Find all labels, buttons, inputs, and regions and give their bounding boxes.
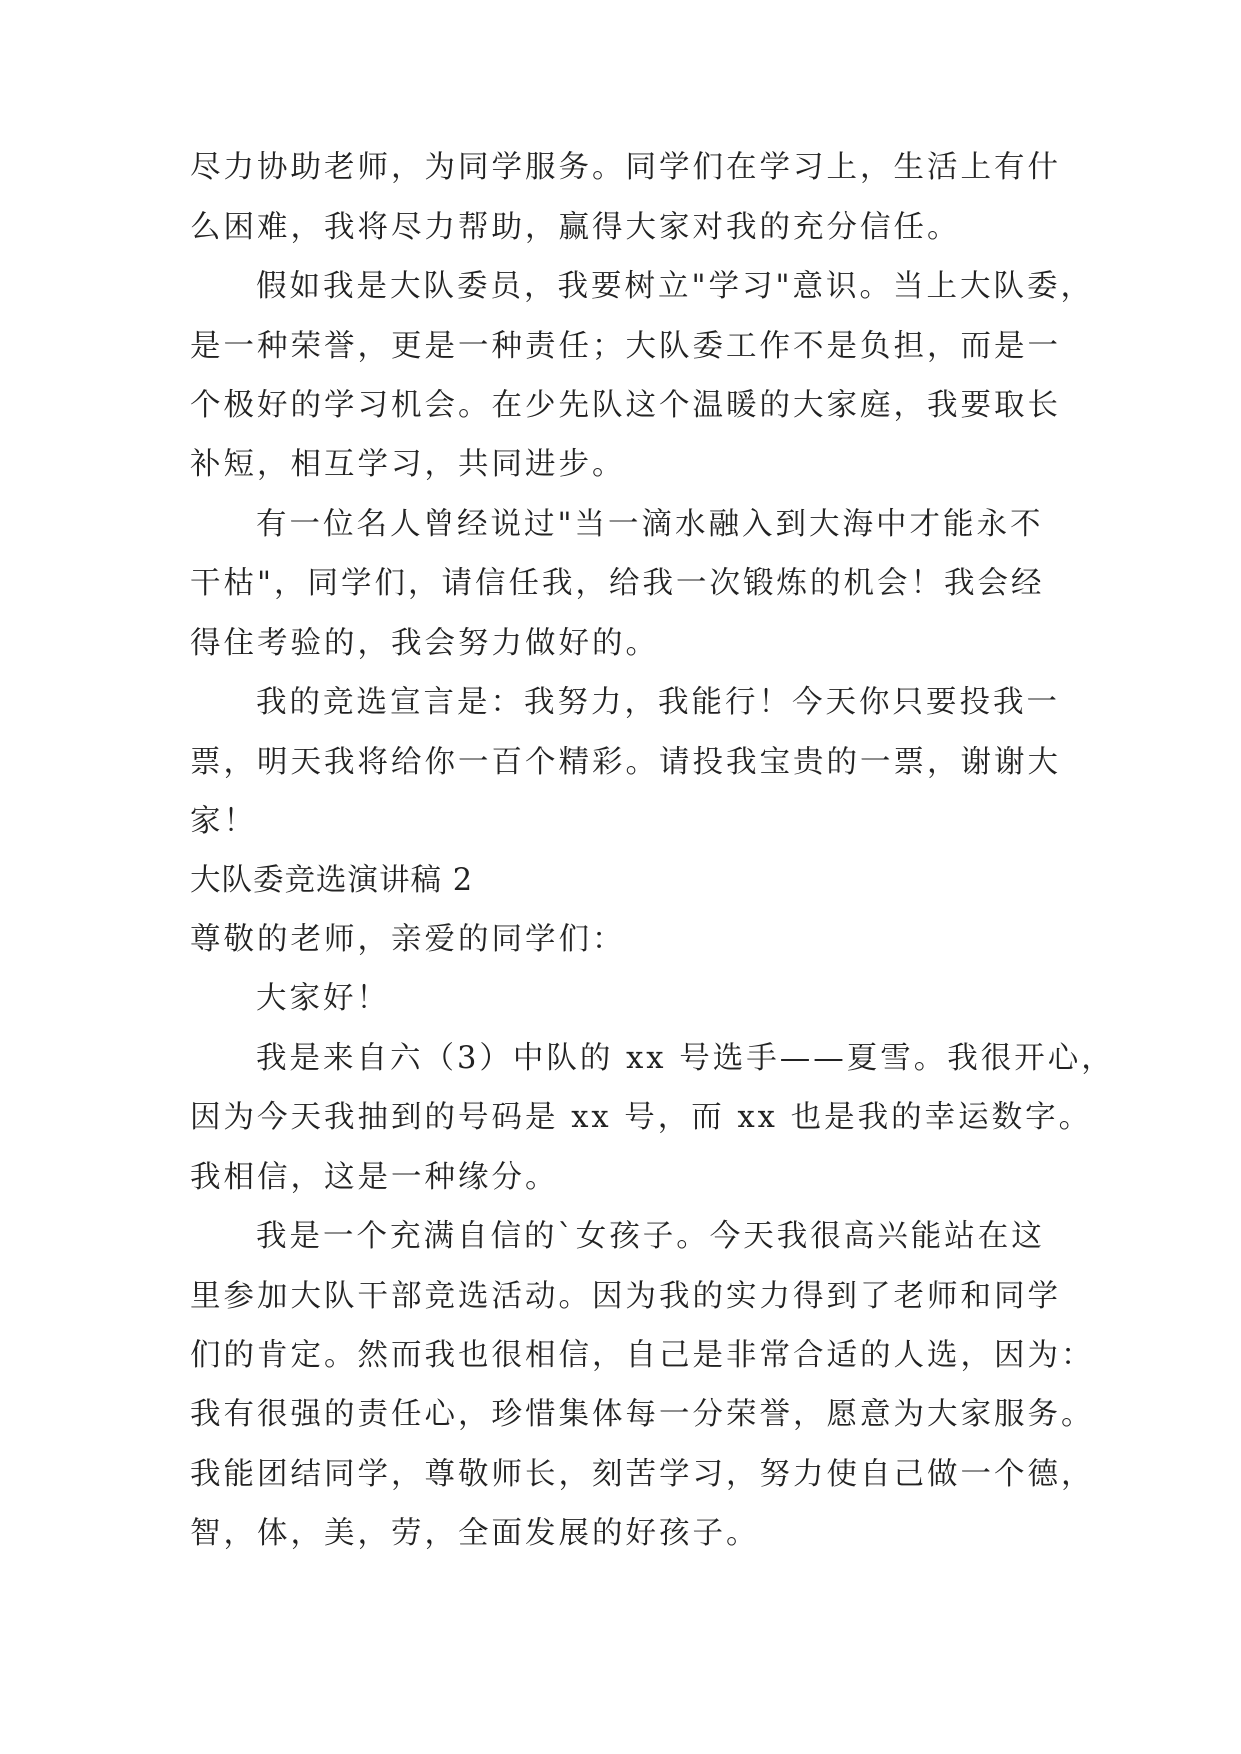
body-line: 们的肯定。然而我也很相信，自己是非常合适的人选，因为： [190,1338,1095,1373]
body-line: 家！ [190,804,257,839]
greeting: 大家好！ [256,981,390,1016]
body-line: 么困难，我将尽力帮助，赢得大家对我的充分信任。 [190,210,961,245]
body-line: 智，体，美，劳，全面发展的好孩子。 [190,1516,760,1551]
body-line: 干枯"，同学们，请信任我，给我一次锻炼的机会！我会经 [190,566,1045,601]
body-line: 得住考验的，我会努力做好的。 [190,626,659,661]
paragraph-start-line: 我是来自六（3）中队的 xx 号选手——夏雪。我很开心， [256,1041,1115,1076]
body-line: 个极好的学习机会。在少先队这个温暖的大家庭，我要取长 [190,388,1061,423]
body-line: 我有很强的责任心，珍惜集体每一分荣誉，愿意为大家服务。 [190,1397,1095,1432]
section-title: 大队委竞选演讲稿 2 [190,863,474,898]
body-line: 我能团结同学，尊敬师长，刻苦学习，努力使自己做一个德， [190,1457,1095,1492]
body-line: 因为今天我抽到的号码是 xx 号，而 xx 也是我的幸运数字。 [190,1100,1093,1135]
body-line: 票，明天我将给你一百个精彩。请投我宝贵的一票，谢谢大 [190,745,1061,780]
body-line: 里参加大队干部竞选活动。因为我的实力得到了老师和同学 [190,1279,1061,1314]
body-line: 补短，相互学习，共同进步。 [190,447,626,482]
paragraph-start-line: 假如我是大队委员，我要树立"学习"意识。当上大队委， [256,269,1095,304]
salutation: 尊敬的老师，亲爱的同学们： [190,922,626,957]
body-line: 我相信，这是一种缘分。 [190,1160,559,1195]
paragraph-start-line: 我是一个充满自信的`女孩子。今天我很高兴能站在这 [256,1219,1045,1254]
body-line: 尽力协助老师，为同学服务。同学们在学习上，生活上有什 [190,150,1061,185]
body-line: 是一种荣誉，更是一种责任；大队委工作不是负担，而是一 [190,329,1061,364]
paragraph-start-line: 我的竞选宣言是：我努力，我能行！今天你只要投我一 [256,685,1060,720]
paragraph-start-line: 有一位名人曾经说过"当一滴水融入到大海中才能永不 [256,507,1044,542]
